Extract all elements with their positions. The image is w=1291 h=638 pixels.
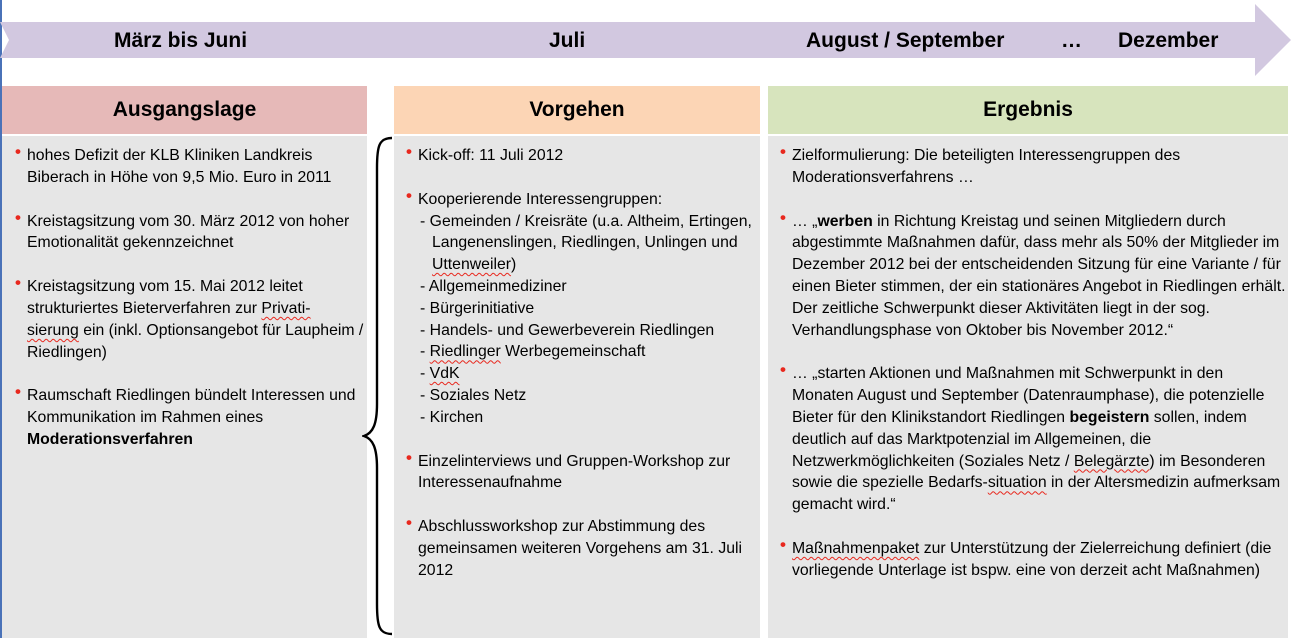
vorgehen-header: Vorgehen: [394, 86, 760, 134]
vorgehen-sub-soziales-netz: - Soziales Netz: [420, 386, 527, 404]
vorgehen-sub-kirchen: - Kirchen: [420, 408, 484, 426]
vorgehen-list: [396, 145, 760, 582]
ergebnis-item-3-text-4: in der Altersmedizin aufmerksam gemacht wird.“: [792, 474, 1281, 514]
ausgangslage-item-3-text: Kreistagsitzung vom 15. Mai 2012 leitet strukturiertes Bieterverfahren zur: [27, 278, 303, 317]
ausgangslage-item-3: [5, 276, 367, 363]
vorgehen-sub-kirchen-text: Kirchen: [429, 408, 484, 426]
ausgangslage-item-3-text-end: ein (inkl. Optionsangebot für Laupheim / Riedlingen): [27, 321, 364, 361]
vorgehen-item-3-text: Einzelinterviews und Gruppen-Workshop zur Interessenaufnahme: [418, 452, 731, 492]
timeline-label-august-september: August / September: [806, 29, 1005, 52]
vorgehen-sub-vdk: - VdK: [420, 365, 460, 383]
vorgehen-sub-gemeinden-end: ): [511, 256, 517, 274]
ergebnis-item-4: [770, 538, 1288, 582]
vorgehen-sub-soziales-netz-text: Soziales Netz: [429, 386, 527, 404]
vorgehen-item-1: [396, 145, 760, 167]
vorgehen-item-2-text: • Kooperierende Interessengruppen:: [418, 190, 663, 208]
timeline-label-juli: Juli: [549, 29, 586, 52]
ausgangslage-item-4-text: Raumschaft Riedlingen bündelt Interessen und Kommunikation im Rahmen eines: [27, 387, 356, 427]
vorgehen-sub-allgemeinmediziner: - Allgemeinmediziner: [420, 277, 567, 295]
vorgehen-sub-uttenweiler: Uttenweiler: [432, 256, 512, 274]
ergebnis-item-2-bold: werben: [817, 212, 873, 230]
ergebnis-item-1: [770, 145, 1288, 189]
ergebnis-item-3-bold: begeistern: [1069, 408, 1150, 426]
ergebnis-list: [770, 145, 1288, 582]
ergebnis-item-3-text-3: ) im Besonderen sowie die spezielle Bedarfs-: [792, 452, 1266, 492]
ausgangslage-item-1: [5, 145, 367, 189]
timeline-label-dezember: Dezember: [1118, 29, 1219, 52]
ergebnis-item-4-text: zur Unterstützung der Zielerreichung definiert (die vorliegende Unterlage ist bspw. eine von derzeit acht Maßnahmen): [792, 539, 1272, 579]
vorgehen-panel: [394, 136, 760, 638]
ausgangslage-panel: [2, 136, 367, 638]
ergebnis-header: Ergebnis: [768, 86, 1288, 134]
ausgangslage-item-4-bold: Moderationsverfahren: [27, 430, 193, 448]
ausgangslage-item-3-word-privati: Privati-: [261, 299, 311, 317]
vorgehen-sub-werbegemeinschaft: - Riedlinger Werbegemeinschaft: [420, 343, 646, 361]
vorgehen-sub-handelsverein-text: Handels- und Gewerbeverein Riedlingen: [429, 321, 715, 339]
vorgehen-sub-handelsverein: - Handels- und Gewerbeverein Riedlingen: [420, 321, 715, 339]
ergebnis-item-3-text-2: sollen, indem deutlich auf das Marktpotenzial im Allgemeinen, die Netzwerkmöglichkeiten (Soziales Netz /: [792, 408, 1247, 470]
ergebnis-item-4-massnahmenpaket: Maßnahmenpaket: [792, 539, 920, 557]
ergebnis-panel: [768, 136, 1288, 638]
vorgehen-sub-gemeinden-text: Gemeinden / Kreisräte (u.a. Altheim, Ertingen, Langenenslingen, Riedlingen, Unlingen und: [429, 212, 752, 252]
curly-brace-shape: [362, 136, 394, 638]
ausgangslage-header: Ausgangslage: [2, 86, 367, 134]
vorgehen-item-3: [396, 451, 760, 495]
ausgangslage-item-3-word-sierung: sierung: [27, 321, 79, 339]
ergebnis-item-2-prefix: … „: [792, 212, 818, 230]
ergebnis-item-3-belegaerzte: Belegärzte: [1073, 452, 1150, 470]
ausgangslage-list: [5, 145, 367, 451]
vorgehen-sub-allgemeinmediziner-text: Allgemeinmediziner: [428, 277, 567, 295]
ergebnis-item-3-situation: situation: [987, 474, 1047, 492]
ausgangslage-item-4: [5, 385, 367, 450]
ausgangslage-item-2: [5, 211, 367, 255]
timeline-label-maerz-juni: März bis Juni: [114, 29, 248, 52]
vorgehen-sub-vdk-text: VdK: [429, 365, 460, 383]
vorgehen-item-2: [396, 189, 760, 429]
ergebnis-item-3-text: … „starten Aktionen und Maßnahmen mit Schwerpunkt in den Monaten August und September (Datenraumphase), die potenzielle Bieter für den Klinikstandort Riedlingen: [792, 365, 1265, 426]
vorgehen-item-4: [396, 516, 760, 581]
ausgangslage-item-2-text: Kreistagsitzung vom 30. März 2012 von hoher Emotionalität gekennzeichnet: [27, 212, 350, 252]
vorgehen-item-1-text: Kick-off: 11 Juli 2012: [418, 147, 564, 164]
vorgehen-sub-gemeinden: - Gemeinden / Kreisräte (u.a. Altheim, Ertingen, Langenenslingen, Riedlingen, Unlingen und Uttenweiler): [420, 212, 752, 274]
ergebnis-item-1-text: Zielformulierung: Die beteiligten Interessengruppen des Moderationsverfahrens …: [792, 147, 1181, 186]
ergebnis-item-2-text: in Richtung Kreistag und seinen Mitgliedern durch abgestimmte Maßnahmen dafür, dass mehr als 50% der Mitglieder im Dezember 2012 bei der entscheidenden Sitzung für eine Variante / für einen Bieter stimmen, der ein stationäres Angebot in Riedlingen erhält. Der zeitliche Schwerpunkt dieser Aktivitäten liegt in der sog. Verhandlungsphase von Oktober bis November 2012.“: [792, 212, 1286, 339]
vorgehen-sub-riedlinger: Riedlinger: [429, 343, 501, 361]
vorgehen-sub-buergerinitiative-text: Bürgerinitiative: [429, 299, 535, 317]
vorgehen-item-4-text: Abschlussworkshop zur Abstimmung des gemeinsamen weiteren Vorgehens am 31. Juli 2012: [418, 518, 743, 579]
timeline-label-ellipsis: …: [1061, 29, 1082, 52]
ergebnis-item-3: [770, 363, 1288, 516]
ergebnis-item-2: [770, 211, 1288, 342]
vorgehen-sub-werbegemeinschaft-text: Werbegemeinschaft: [500, 343, 646, 361]
vorgehen-sub-buergerinitiative: - Bürgerinitiative: [420, 299, 535, 317]
ausgangslage-item-1-text: hohes Defizit der KLB Kliniken Landkreis Biberach in Höhe von 9,5 Mio. Euro in 2011: [27, 147, 332, 186]
